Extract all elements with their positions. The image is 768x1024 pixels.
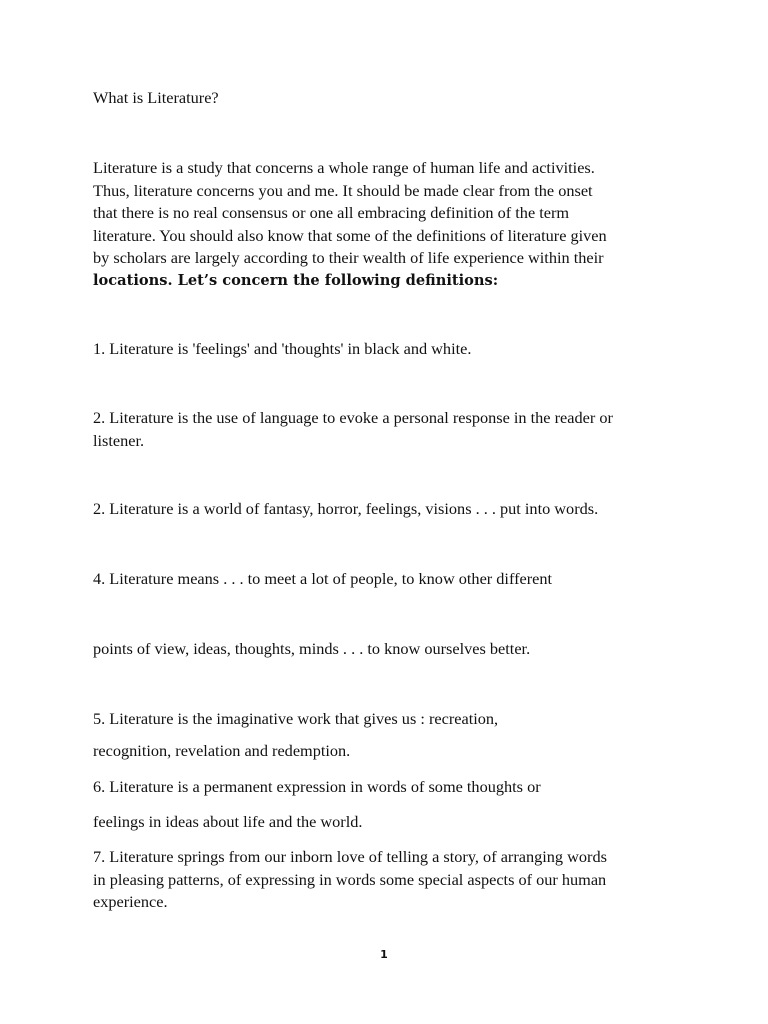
definition-line: 2. Literature is a world of fantasy, horror, feelings, visions . . . put into words.	[93, 499, 599, 518]
definition-line: in pleasing patterns, of expressing in words some special aspects of our human	[93, 869, 607, 889]
definition-line: 6. Literature is a permanent expression in words of some thoughts or	[93, 777, 541, 796]
definition-3	[93, 498, 683, 521]
page-number: 1	[380, 948, 388, 961]
definition-7	[93, 846, 683, 914]
definition-5-continued	[93, 740, 683, 763]
definition-line: 1. Literature is 'feelings' and 'thoughts' in black and white.	[93, 339, 472, 358]
definition-6	[93, 776, 683, 799]
definition-1	[93, 338, 683, 361]
intro-line: literature. You should also know that some of the definitions of literature given	[93, 225, 607, 245]
definition-line: experience.	[93, 892, 168, 911]
definition-line: 5. Literature is the imaginative work that gives us : recreation,	[93, 709, 499, 728]
definition-line: 2. Literature is the use of language to evoke a personal response in the reader or	[93, 408, 613, 427]
definition-line: points of view, ideas, thoughts, minds . . . to know ourselves better.	[93, 639, 531, 658]
intro-line-emphasis: locations. Let’s concern the following definitions:	[93, 271, 499, 289]
definition-4	[93, 568, 683, 591]
definition-line: recognition, revelation and redemption.	[93, 741, 351, 760]
intro-line: Thus, literature concerns you and me. It should be made clear from the onset	[93, 180, 593, 200]
definition-2	[93, 407, 683, 452]
definition-line: feelings in ideas about life and the world.	[93, 812, 363, 831]
definition-6-continued	[93, 811, 683, 834]
definition-line: listener.	[93, 430, 145, 450]
intro-line: Literature is a study that concerns a whole range of human life and activities.	[93, 158, 595, 177]
definition-4-continued	[93, 638, 683, 661]
definition-line: 4. Literature means . . . to meet a lot of people, to know other different	[93, 569, 553, 588]
intro-paragraph	[93, 157, 683, 292]
intro-line: by scholars are largely according to their wealth of life experience within their	[93, 248, 604, 267]
definition-line: 7. Literature springs from our inborn love of telling a story, of arranging words	[93, 847, 607, 866]
intro-line: that there is no real consensus or one all embracing definition of the term	[93, 203, 570, 222]
page-title: What is Literature?	[93, 88, 219, 107]
definition-5	[93, 708, 683, 731]
